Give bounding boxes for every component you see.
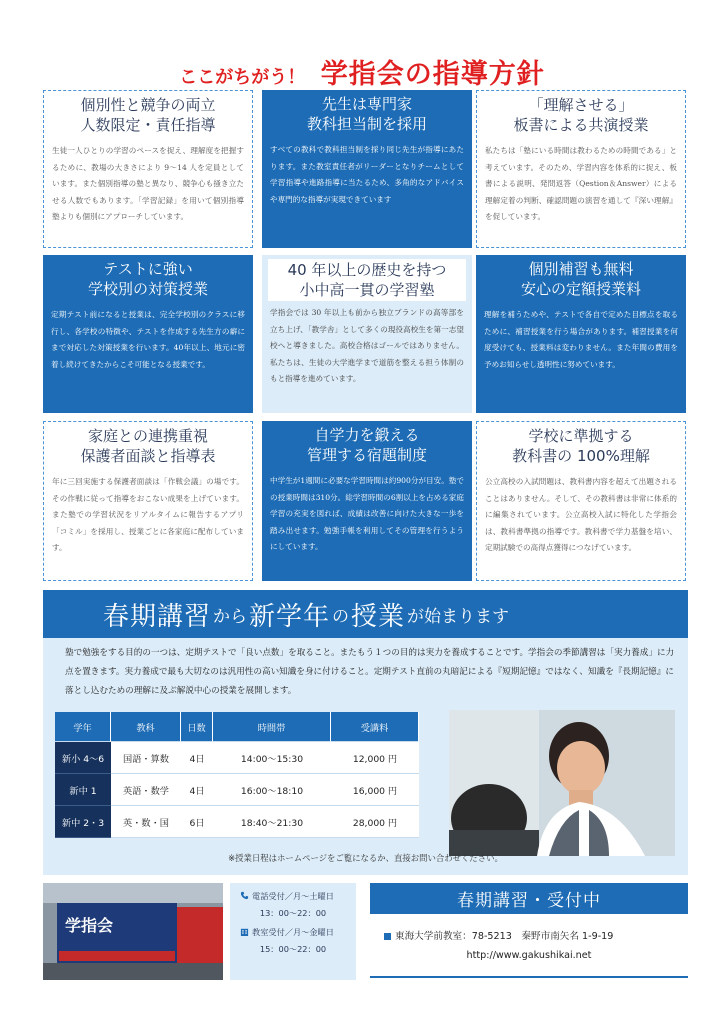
feature-title-line2: 保護者面談と指導表 [80, 447, 216, 465]
feature-title-line1: 個別性と競争の両立 [80, 96, 216, 114]
feature-box-1 [43, 90, 253, 248]
feature-title-line2: 板書による共演授業 [513, 116, 649, 134]
feature-title-line1: 個別補習も無料 [528, 260, 634, 278]
feature-box-2 [262, 90, 472, 248]
feature-body: 生徒一人ひとりの学習のペースを捉え、理解度を把握するために、教場の大きさにより 9～14 人を定員としています。また個別指導の塾と異なり、競争心も掻き立たせる人数でもあります。「学習記録」を用いて個別指導塾よりも個別にアプローチしています。 [52, 146, 244, 221]
feature-body: 理解を補うためや、テストで各自で定めた目標点を取るために、補習授業を行う場合があります。補習授業を何度受けても、授業料は変わりません。また年間の費用を予めお知らせし透明性に努めています。 [484, 310, 678, 369]
school-address [384, 928, 613, 942]
feature-box-8 [262, 421, 472, 581]
phone-hours: 13：00～22：00 [259, 908, 327, 918]
table-cell: 新小 4～6 [55, 742, 111, 774]
feature-title [44, 91, 252, 139]
table-cell: 18:40～21:30 [213, 806, 331, 838]
phone-icon [240, 891, 249, 902]
feature-box-5 [262, 255, 472, 413]
table-cell: 英語・数学 [111, 774, 181, 806]
feature-title-line1: 学校に準拠する [528, 427, 634, 445]
feature-title-line2: 人数限定・責任指導 [80, 116, 216, 134]
table-cell: 新中 2・3 [55, 806, 111, 838]
feature-body: 年に三回実施する保護者面談は「作戦会議」の場です。その作戦に従って指導をおこない成果を上げています。また塾での学習状況をリアルタイムに報告するアプリ「コミル」を採用し、授業ごとに各家庭に配布しています。 [52, 477, 244, 552]
reception-hours [230, 883, 356, 980]
feature-body: 定期テスト前になると授業は、完全学校別のクラスに移行し、各学校の特徴や、テストを作成する先生方の癖にまで対応した対策授業を行います。40年以上、地元に密着し続けてきたからこそ可能となる授業です。 [51, 310, 245, 369]
banner-text: から [213, 606, 248, 627]
table-cell: 新中 1 [55, 774, 111, 806]
table-header: 時間帯 [213, 712, 331, 742]
table-row [55, 742, 419, 774]
feature-body: 私たちは「塾にいる時間は教わるための時間である」と考えています。そのため、学習内容を体系的に捉え、板書による説明、発問返答（Qestion＆Answer）による理解定着の判断、確認問題の演習を通して『深い理解』を促しています。 [485, 146, 677, 221]
feature-box-9 [476, 421, 686, 581]
room-hours: 15：00～22：00 [259, 944, 327, 954]
table-cell: 6日 [181, 806, 213, 838]
feature-title [477, 91, 685, 139]
table-header: 受講料 [331, 712, 419, 742]
banner-text: が始まります [407, 606, 510, 627]
building-icon [240, 927, 249, 938]
room-reception [240, 927, 346, 938]
registration-info [370, 914, 688, 978]
feature-title-line1: 40 年以上の歴史を持つ [287, 261, 447, 279]
schedule-note: ※授業日程はホームページをご覧になるか、直接お問い合わせください。 [228, 853, 503, 863]
page-headline [0, 52, 724, 91]
spring-course-description: 塾で勉強をする目的の一つは、定期テストで「良い点数」を取ること。またもう１つの目的は実力を養成することです。学指会の季節講習は「実力養成」に力点を置きます。実力養成で最も大切なのは汎用性の高い知識を身に付けること。定期テスト直前の丸暗記による『短期記憶』ではなく、知識を『長期記憶』に落とし込むための理解に及ぶ解説中心の授業を展開します。 [65, 648, 675, 696]
table-row [55, 774, 419, 806]
feature-title [44, 422, 252, 470]
table-cell: 国語・算数 [111, 742, 181, 774]
students-photo [449, 710, 675, 856]
table-cell: 14:00～15:30 [213, 742, 331, 774]
feature-body: 中学生が1週間に必要な学習時間は約900分が目安。塾での授業時間は310分。総学習時間の6割以上を占める家庭学習の充実を図れば、成績は改善に向けた大きな一歩を踏み出せます。勉強手帳を利用してその管理を行うようにしています。 [270, 476, 464, 551]
table-header: 学年 [55, 712, 111, 742]
table-header-row [55, 712, 419, 742]
headline-main: 学指会の指導方針 [320, 59, 545, 90]
feature-title-line2: 学校別の対策授業 [87, 280, 208, 298]
table-cell: 16:00～18:10 [213, 774, 331, 806]
schedule-table [55, 712, 419, 838]
phone-reception [240, 891, 346, 902]
feature-title-line1: 自学力を鍛える [314, 426, 420, 444]
school-building-photo [43, 883, 223, 980]
school-address-text: 東海大学前教室：78-5213 秦野市南矢名 1-9-19 [395, 931, 614, 942]
headline-prefix: ここがちがう！ [179, 67, 306, 88]
feature-box-4 [43, 255, 253, 413]
feature-title-line2: 教科担当制を採用 [306, 115, 427, 133]
feature-title [262, 421, 472, 469]
table-cell: 4日 [181, 774, 213, 806]
feature-title [476, 255, 686, 303]
feature-body: すべての教科で教科担当制を採り同じ先生が指導にあたります。また教室責任者がリーダーとなりチームとして学習指導や進路指導に当たるため、多角的なアドバイスや専門的な指導が実現できています [270, 145, 464, 204]
banner-text: 授業 [351, 601, 406, 632]
feature-box-3 [476, 90, 686, 248]
feature-title-line2: 安心の定額授業料 [520, 280, 641, 298]
feature-box-6 [476, 255, 686, 413]
feature-title-line2: 教科書の 100%理解 [512, 447, 650, 465]
feature-title-line2: 小中高一貫の学習塾 [299, 281, 435, 299]
table-cell: 12,000 円 [331, 742, 419, 774]
feature-title [477, 422, 685, 470]
feature-body: 公立高校の入試問題は、教科書内容を超えて出題されることはありません。そして、その教科書は非常に体系的に編集されています。公立高校入試に特化した学指会は、教科書準拠の指導です。教科書で学力基盤を培い、定期試験での高得点獲得につなげています。 [485, 477, 677, 552]
feature-body: 学指会では 30 年以上も前から独立ブランドの高等部を立ち上げ、「教学舎」として多くの現役高校生を第一志望校へと導きました。高校合格はゴールではありません。私たちは、生徒の大学進学まで道筋を整える担う体制のもと指導を進めています。 [270, 308, 464, 383]
table-header: 教科 [111, 712, 181, 742]
feature-title [268, 259, 466, 301]
banner-text: 新学年 [249, 601, 331, 632]
feature-title [262, 90, 472, 138]
feature-box-7 [43, 421, 253, 581]
feature-title-line2: 管理する宿題制度 [306, 446, 427, 464]
banner-text: の [332, 606, 350, 627]
feature-title-line1: 「理解させる」 [528, 96, 634, 114]
feature-title [43, 255, 253, 303]
table-cell: 28,000 円 [331, 806, 419, 838]
phone-reception-label: 電話受付／月～土曜日 [252, 891, 334, 901]
feature-title-line1: 家庭との連携重視 [87, 427, 208, 445]
spring-course-section [43, 590, 688, 875]
table-header: 日数 [181, 712, 213, 742]
bullet-square-icon [384, 933, 391, 940]
feature-title-line1: 先生は専門家 [321, 95, 412, 113]
banner-text: 春期講習 [103, 601, 212, 632]
table-cell: 英・数・国 [111, 806, 181, 838]
room-reception-label: 教室受付／月～金曜日 [252, 927, 334, 937]
table-cell: 4日 [181, 742, 213, 774]
registration-banner: 春期講習・受付中 [370, 883, 688, 914]
spring-course-banner [43, 590, 688, 638]
school-sign: 学指会 [65, 916, 114, 935]
table-row [55, 806, 419, 838]
table-cell: 16,000 円 [331, 774, 419, 806]
feature-title-line1: テストに強い [103, 260, 193, 278]
website-link[interactable]: http://www.gakushikai.net [466, 950, 592, 961]
